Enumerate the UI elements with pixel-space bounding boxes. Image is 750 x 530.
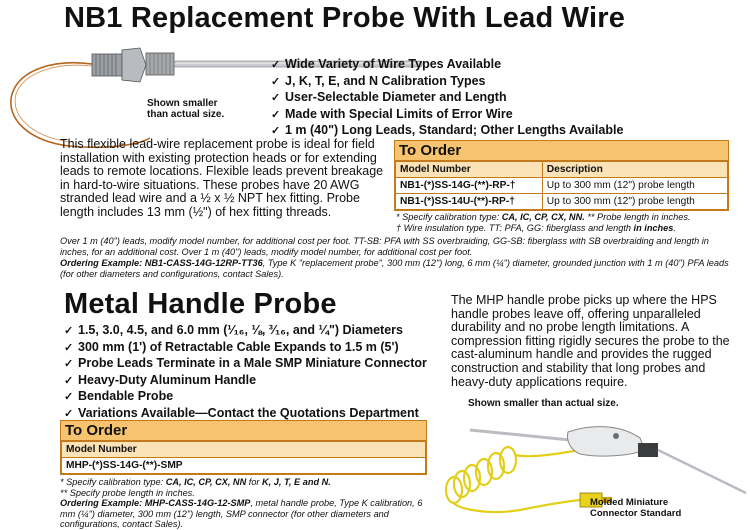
check-icon: ✓: [64, 325, 74, 337]
feature-item: ✓ Bendable Probe: [64, 389, 427, 406]
feature-item: ✓ Variations Available—Contact the Quotations Department: [64, 406, 427, 423]
connector-caption-line1: Molded Miniature: [590, 497, 669, 508]
connector-caption-line2: Connector Standard: [590, 508, 682, 519]
mhp-order-table: [60, 420, 427, 475]
nb1-description: This flexible lead-wire replacement probe is ideal for field installation with existing protection heads or for extending leads to remote locations. Flexible leads prevent breakage in hard-to-wire situations. These probes have 20 AWG stranded lead wire and a ½ x ½ NPT hex fitting. Probe length includes 13 mm (½") of hex fitting threads.: [60, 137, 384, 219]
check-icon: ✓: [64, 374, 74, 387]
nb1-title: NB1 Replacement Probe With Lead Wire: [64, 2, 626, 34]
col-model-number: Model Number: [62, 442, 426, 458]
feature-item: ✓ User-Selectable Diameter and Length: [271, 90, 623, 107]
nb1-ordering-example: Ordering Example: NB1-CASS-14G-12RP-TT36, Type K "replacement probe", 300 mm (12") long, 6 mm (¼") diameter, grounded junction with 1 m (40") PFA leads (for other diameters and configurations, contact Sales).: [60, 258, 729, 279]
check-icon: ✓: [64, 407, 74, 420]
check-icon: ✓: [271, 92, 281, 104]
mhp-probe-image: [430, 410, 748, 525]
feature-item: ✓ J, K, T, E, and N Calibration Types: [271, 74, 623, 91]
nb1-order-table: [394, 140, 729, 211]
feature-item: ✓ Wide Variety of Wire Types Available: [271, 57, 623, 74]
check-icon: ✓: [64, 341, 74, 354]
feature-item: ✓ Heavy-Duty Aluminum Handle: [64, 373, 427, 390]
nb1-over-note: Over 1 m (40") leads, modify model number, for additional cost per foot. TT-SB: PFA with SS overbraiding, GG-SB: fiberglass with SB overbraiding and length in inches, for an additional cost. Over 1 m (40") leads, modify model number, for additional cost per foot.: [60, 236, 709, 257]
col-description: Description: [542, 162, 727, 178]
check-icon: ✓: [64, 358, 74, 370]
check-icon: ✓: [271, 75, 281, 88]
mhp-image-caption: Shown smaller than actual size.: [468, 398, 619, 409]
table-row: NB1-(*)SS-14G-(**)-RP-† Up to 300 mm (12") probe length: [396, 178, 728, 194]
nb1-feature-list: [271, 57, 623, 140]
check-icon: ✓: [271, 125, 281, 137]
mhp-feature-list: [64, 323, 427, 422]
nb1-image-caption-line2: than actual size.: [147, 109, 225, 120]
check-icon: ✓: [271, 59, 281, 71]
table-row: NB1-(*)SS-14U-(**)-RP-† Up to 300 mm (12") probe length: [396, 194, 728, 210]
mhp-ordering-example: Ordering Example: MHP-CASS-14G-12-SMP, metal handle probe, Type K calibration, 6 mm (¼") diameter, 300 mm (12") length, SMP connector (for other diameters and configurations, contact Sales).: [60, 498, 423, 530]
feature-item: ✓ Made with Special Limits of Error Wire: [271, 107, 623, 124]
feature-item: ✓ 1 m (40") Long Leads, Standard; Other Lengths Available: [271, 123, 623, 140]
nb1-table-notes: * Specify calibration type: CA, IC, CP, CX, NN. ** Probe length in inches. † Wire insulation type. TT: PFA, GG: fiberglass and length in inches.: [396, 212, 691, 233]
nb1-order-heading: To Order: [395, 141, 728, 161]
mhp-table-notes: * Specify calibration type: CA, IC, CP, CX, NN for K, J, T, E and N. ** Specify probe length in inches. Ordering Example: MHP-CASS-14G-12-SMP, metal handle probe, Type K calibration, 6 mm (¼") diameter, 300 mm (12") length, SMP connector (for other diameters and configurations, contact Sales).: [60, 477, 430, 530]
nb1-image-caption-line1: Shown smaller: [147, 98, 218, 109]
check-icon: ✓: [271, 108, 281, 121]
feature-item: ✓ 300 mm (1') of Retractable Cable Expands to 1.5 m (5'): [64, 340, 427, 357]
mhp-title: Metal Handle Probe: [64, 288, 337, 320]
mhp-description: The MHP handle probe picks up where the HPS handle probes leave off, offering unparalleled durability and no probe length limitations. A compression fitting rigidly secures the probe to the cast-aluminum handle and provides the rugged construction and stability that long probes and heavy-duty applications require.: [451, 293, 730, 389]
table-row: MHP-(*)SS-14G-(**)-SMP: [62, 458, 426, 474]
mhp-order-heading: To Order: [61, 421, 426, 441]
check-icon: ✓: [64, 391, 74, 403]
feature-item: ✓ 1.5, 3.0, 4.5, and 6.0 mm (¹⁄₁₆, ⅛, ³⁄₁₆, and ¼") Diameters: [64, 323, 427, 340]
feature-item: ✓ Probe Leads Terminate in a Male SMP Miniature Connector: [64, 356, 427, 373]
col-model-number: Model Number: [396, 162, 543, 178]
